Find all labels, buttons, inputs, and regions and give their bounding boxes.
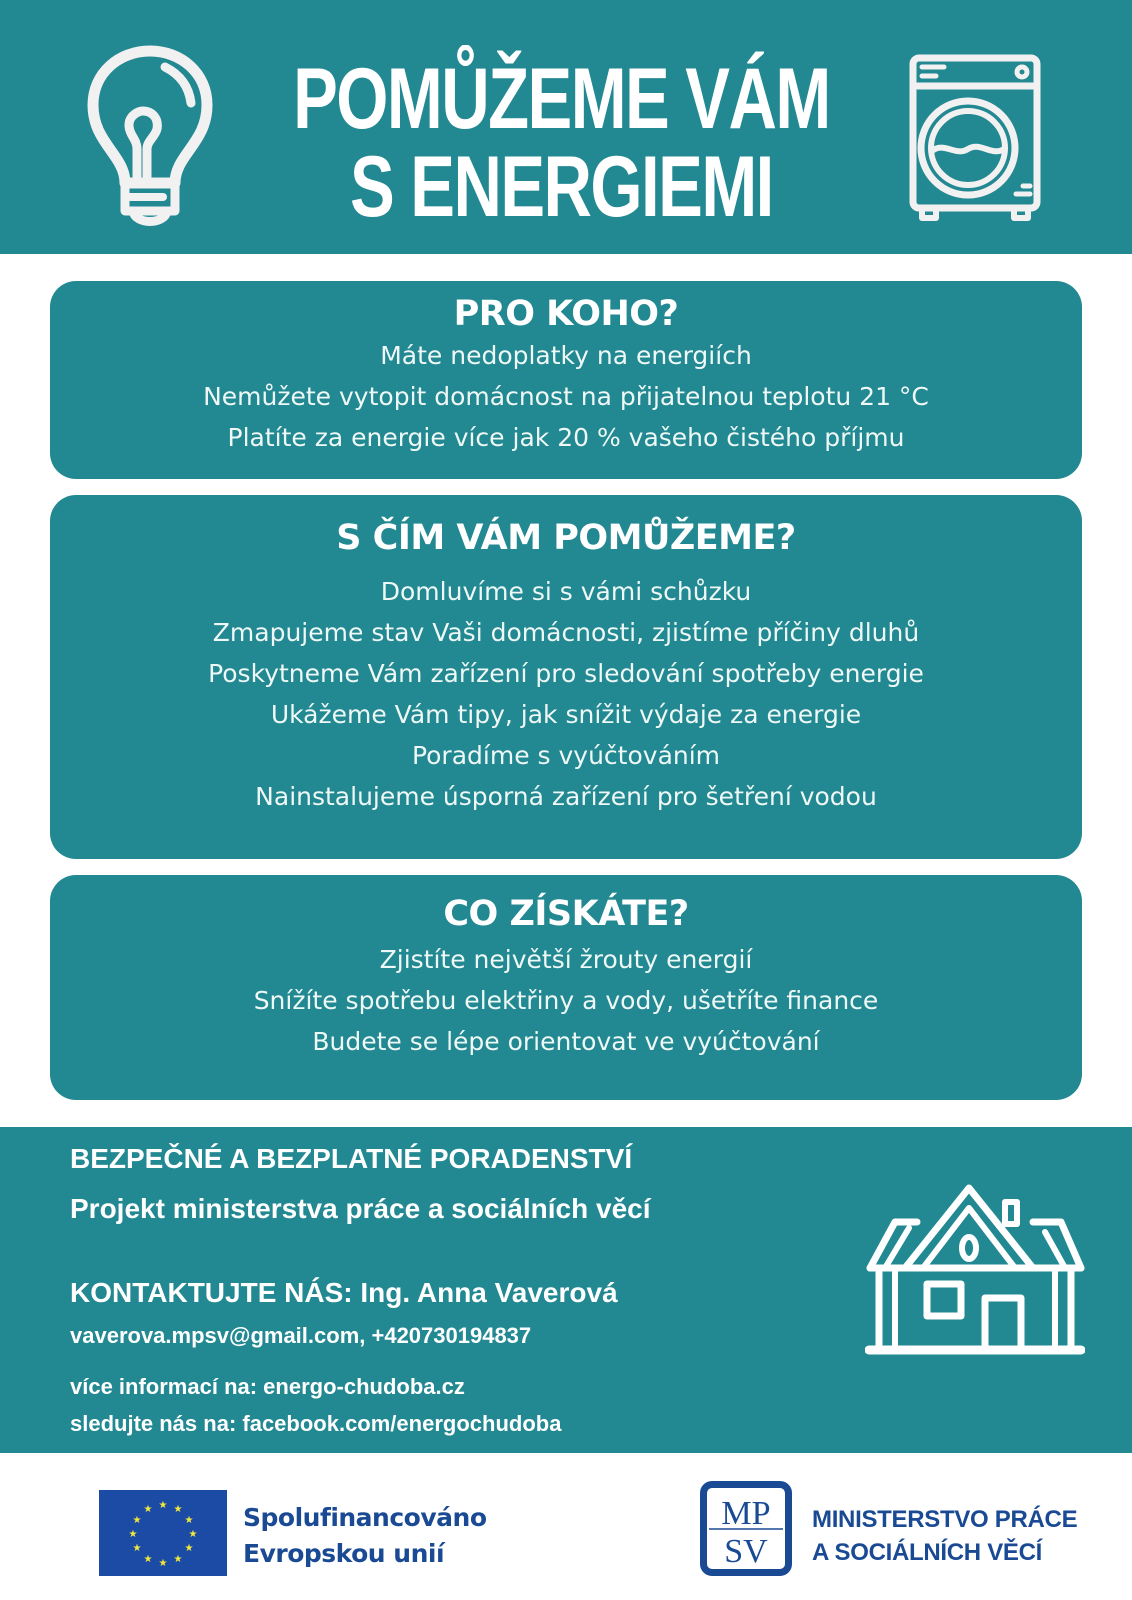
svg-text:★: ★ [158,1500,168,1511]
list-item: Ukážeme Vám tipy, jak snížit výdaje za energie [270,700,862,729]
washing-machine-icon [908,53,1043,223]
list-item: Domluvíme si s vámi schůzku [380,577,752,606]
list-item: Platíte za energie více jak 20 % vašeho čistého příjmu [227,423,905,452]
facebook-link[interactable]: sledujte nás na: facebook.com/energochudoba [70,1411,562,1436]
contact-person: KONTAKTUJTE NÁS: Ing. Anna Vaverová [70,1277,618,1308]
house-icon [865,1182,1085,1357]
list-item: Zmapujeme stav Vaši domácnosti, zjistíme příčiny dluhů [212,618,920,647]
footer-subheading: Projekt ministerstva práce a sociálních věcí [70,1193,651,1224]
list-item: Nemůžete vytopit domácnost na přijatelnou teplotu 21 °C [203,382,929,411]
contact-details[interactable]: vaverova.mpsv@gmail.com, +420730194837 [70,1323,532,1348]
svg-text:★: ★ [143,1504,153,1515]
title-line-2: S ENERGIEMI [350,139,773,235]
list-item: Zjistíte největší žrouty energií [379,945,753,974]
list-item: Budete se lépe orientovat ve vyúčtování [312,1027,820,1056]
svg-text:MP: MP [721,1495,771,1532]
section-pro-koho [50,281,1082,479]
svg-text:★: ★ [173,1504,183,1515]
website-link[interactable]: více informací na: energo-chudoba.cz [70,1374,465,1399]
svg-text:★: ★ [184,1515,194,1526]
svg-text:★: ★ [158,1558,168,1569]
section-s-cim-vam-pomuzeme [50,495,1082,859]
poster-title [120,51,1003,235]
list-item: Snížíte spotřebu elektřiny a vody, ušetříte finance [253,986,879,1015]
contact-band [0,1127,1132,1453]
svg-text:★: ★ [184,1543,194,1554]
section-heading: S ČÍM VÁM POMŮŽEME? [336,518,796,558]
header-banner [0,0,1132,254]
svg-text:★: ★ [128,1529,138,1540]
mpsv-label-line-1: MINISTERSTVO PRÁCE [812,1506,1078,1533]
svg-text:★: ★ [173,1554,183,1565]
svg-text:★: ★ [188,1529,198,1540]
list-item: Nainstalujeme úsporná zařízení pro šetření vodou [255,782,877,811]
mpsv-logo-icon [700,1481,792,1576]
section-co-ziskate [50,875,1082,1100]
svg-text:★: ★ [143,1554,153,1565]
partner-logos [0,1453,1132,1600]
mpsv-label [812,1503,1077,1569]
mpsv-label-line-2: A SOCIÁLNÍCH VĚCÍ [812,1539,1043,1566]
section-heading: CO ZÍSKÁTE? [443,894,689,934]
eu-label-line-1: Spolufinancováno [243,1503,487,1532]
svg-text:★: ★ [132,1543,142,1554]
svg-text:★: ★ [132,1515,142,1526]
footer-heading: BEZPEČNÉ A BEZPLATNÉ PORADENSTVÍ [70,1143,633,1174]
title-line-1: POMŮŽEME VÁM [293,51,830,147]
eu-label-line-2: Evropskou unií [243,1539,445,1568]
eu-flag-icon [99,1490,227,1576]
svg-text:SV: SV [724,1533,768,1570]
section-heading: PRO KOHO? [453,294,679,334]
list-item: Poskytneme Vám zařízení pro sledování spotřeby energie [208,659,924,688]
eu-cofunded-label [243,1500,487,1572]
list-item: Poradíme s vyúčtováním [411,741,721,770]
list-item: Máte nedoplatky na energiích [380,341,752,370]
